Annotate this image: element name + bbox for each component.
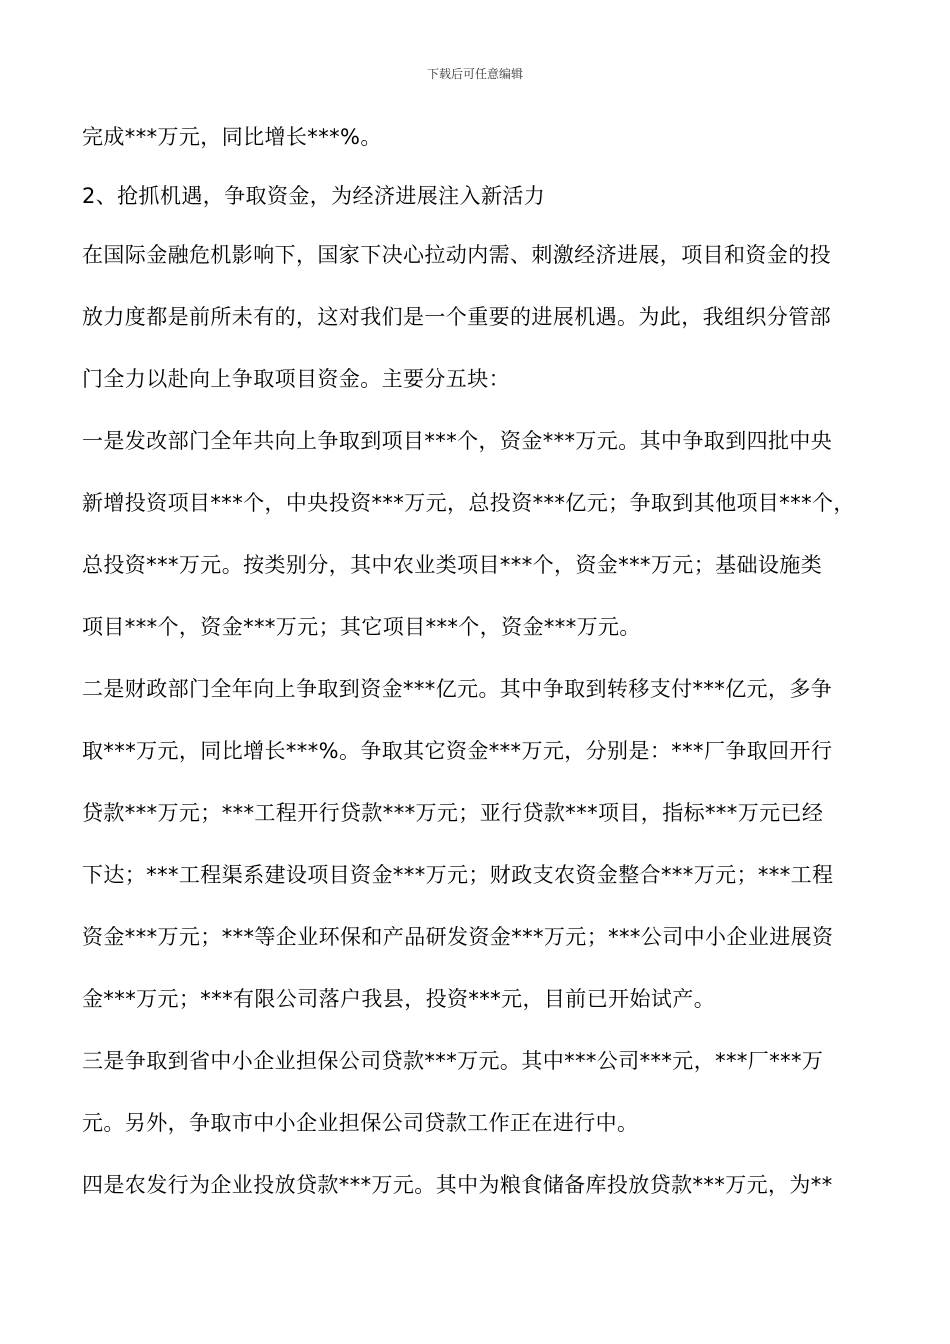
body-line: 总投资***万元。按类别分，其中农业类项目***个，资金***万元；基础设施类 bbox=[82, 553, 823, 577]
body-line: 金***万元；***有限公司落户我县，投资***元，目前已开始试产。 bbox=[82, 987, 716, 1011]
body-line: 一是发改部门全年共向上争取到项目***个，资金***万元。其中争取到四批中央 bbox=[82, 429, 833, 453]
body-line: 新增投资项目***个，中央投资***万元，总投资***亿元；争取到其他项目***个， bbox=[82, 491, 855, 515]
body-line: 二是财政部门全年向上争取到资金***亿元。其中争取到转移支付***亿元，多争 bbox=[82, 677, 833, 701]
page-header: 下载后可任意编辑 bbox=[426, 67, 523, 81]
body-line: 在国际金融危机影响下，国家下决心拉动内需、刺激经济进展，项目和资金的投 bbox=[82, 243, 831, 267]
body-line: 放力度都是前所未有的，这对我们是一个重要的进展机遇。为此，我组织分管部 bbox=[82, 305, 831, 329]
document-body bbox=[82, 118, 882, 1228]
body-line: 四是农发行为企业投放贷款***万元。其中为粮食储备库投放贷款***万元，为** bbox=[82, 1173, 833, 1197]
body-line: 门全力以赴向上争取项目资金。主要分五块： bbox=[82, 367, 510, 391]
body-line: 资金***万元；***等企业环保和产品研发资金***万元；***公司中小企业进展资 bbox=[82, 925, 834, 949]
body-line: 下达；***工程渠系建设项目资金***万元；财政支农资金整合***万元；***工程 bbox=[82, 863, 834, 887]
body-line: 贷款***万元；***工程开行贷款***万元；亚行贷款***项目，指标***万元已经 bbox=[82, 801, 824, 825]
body-line: 项目***个，资金***万元；其它项目***个，资金***万元。 bbox=[82, 615, 641, 639]
body-line: 三是争取到省中小企业担保公司贷款***万元。其中***公司***元，***厂***万 bbox=[82, 1049, 824, 1073]
body-line: 元。另外，争取市中小企业担保公司贷款工作正在进行中。 bbox=[82, 1111, 639, 1135]
body-line: 完成***万元，同比增长***%。 bbox=[82, 125, 382, 149]
body-line: 取***万元，同比增长***%。争取其它资金***万元，分别是：***厂争取回开行 bbox=[82, 739, 833, 763]
section-heading: 2、抢抓机遇，争取资金，为经济进展注入新活力 bbox=[82, 184, 546, 208]
